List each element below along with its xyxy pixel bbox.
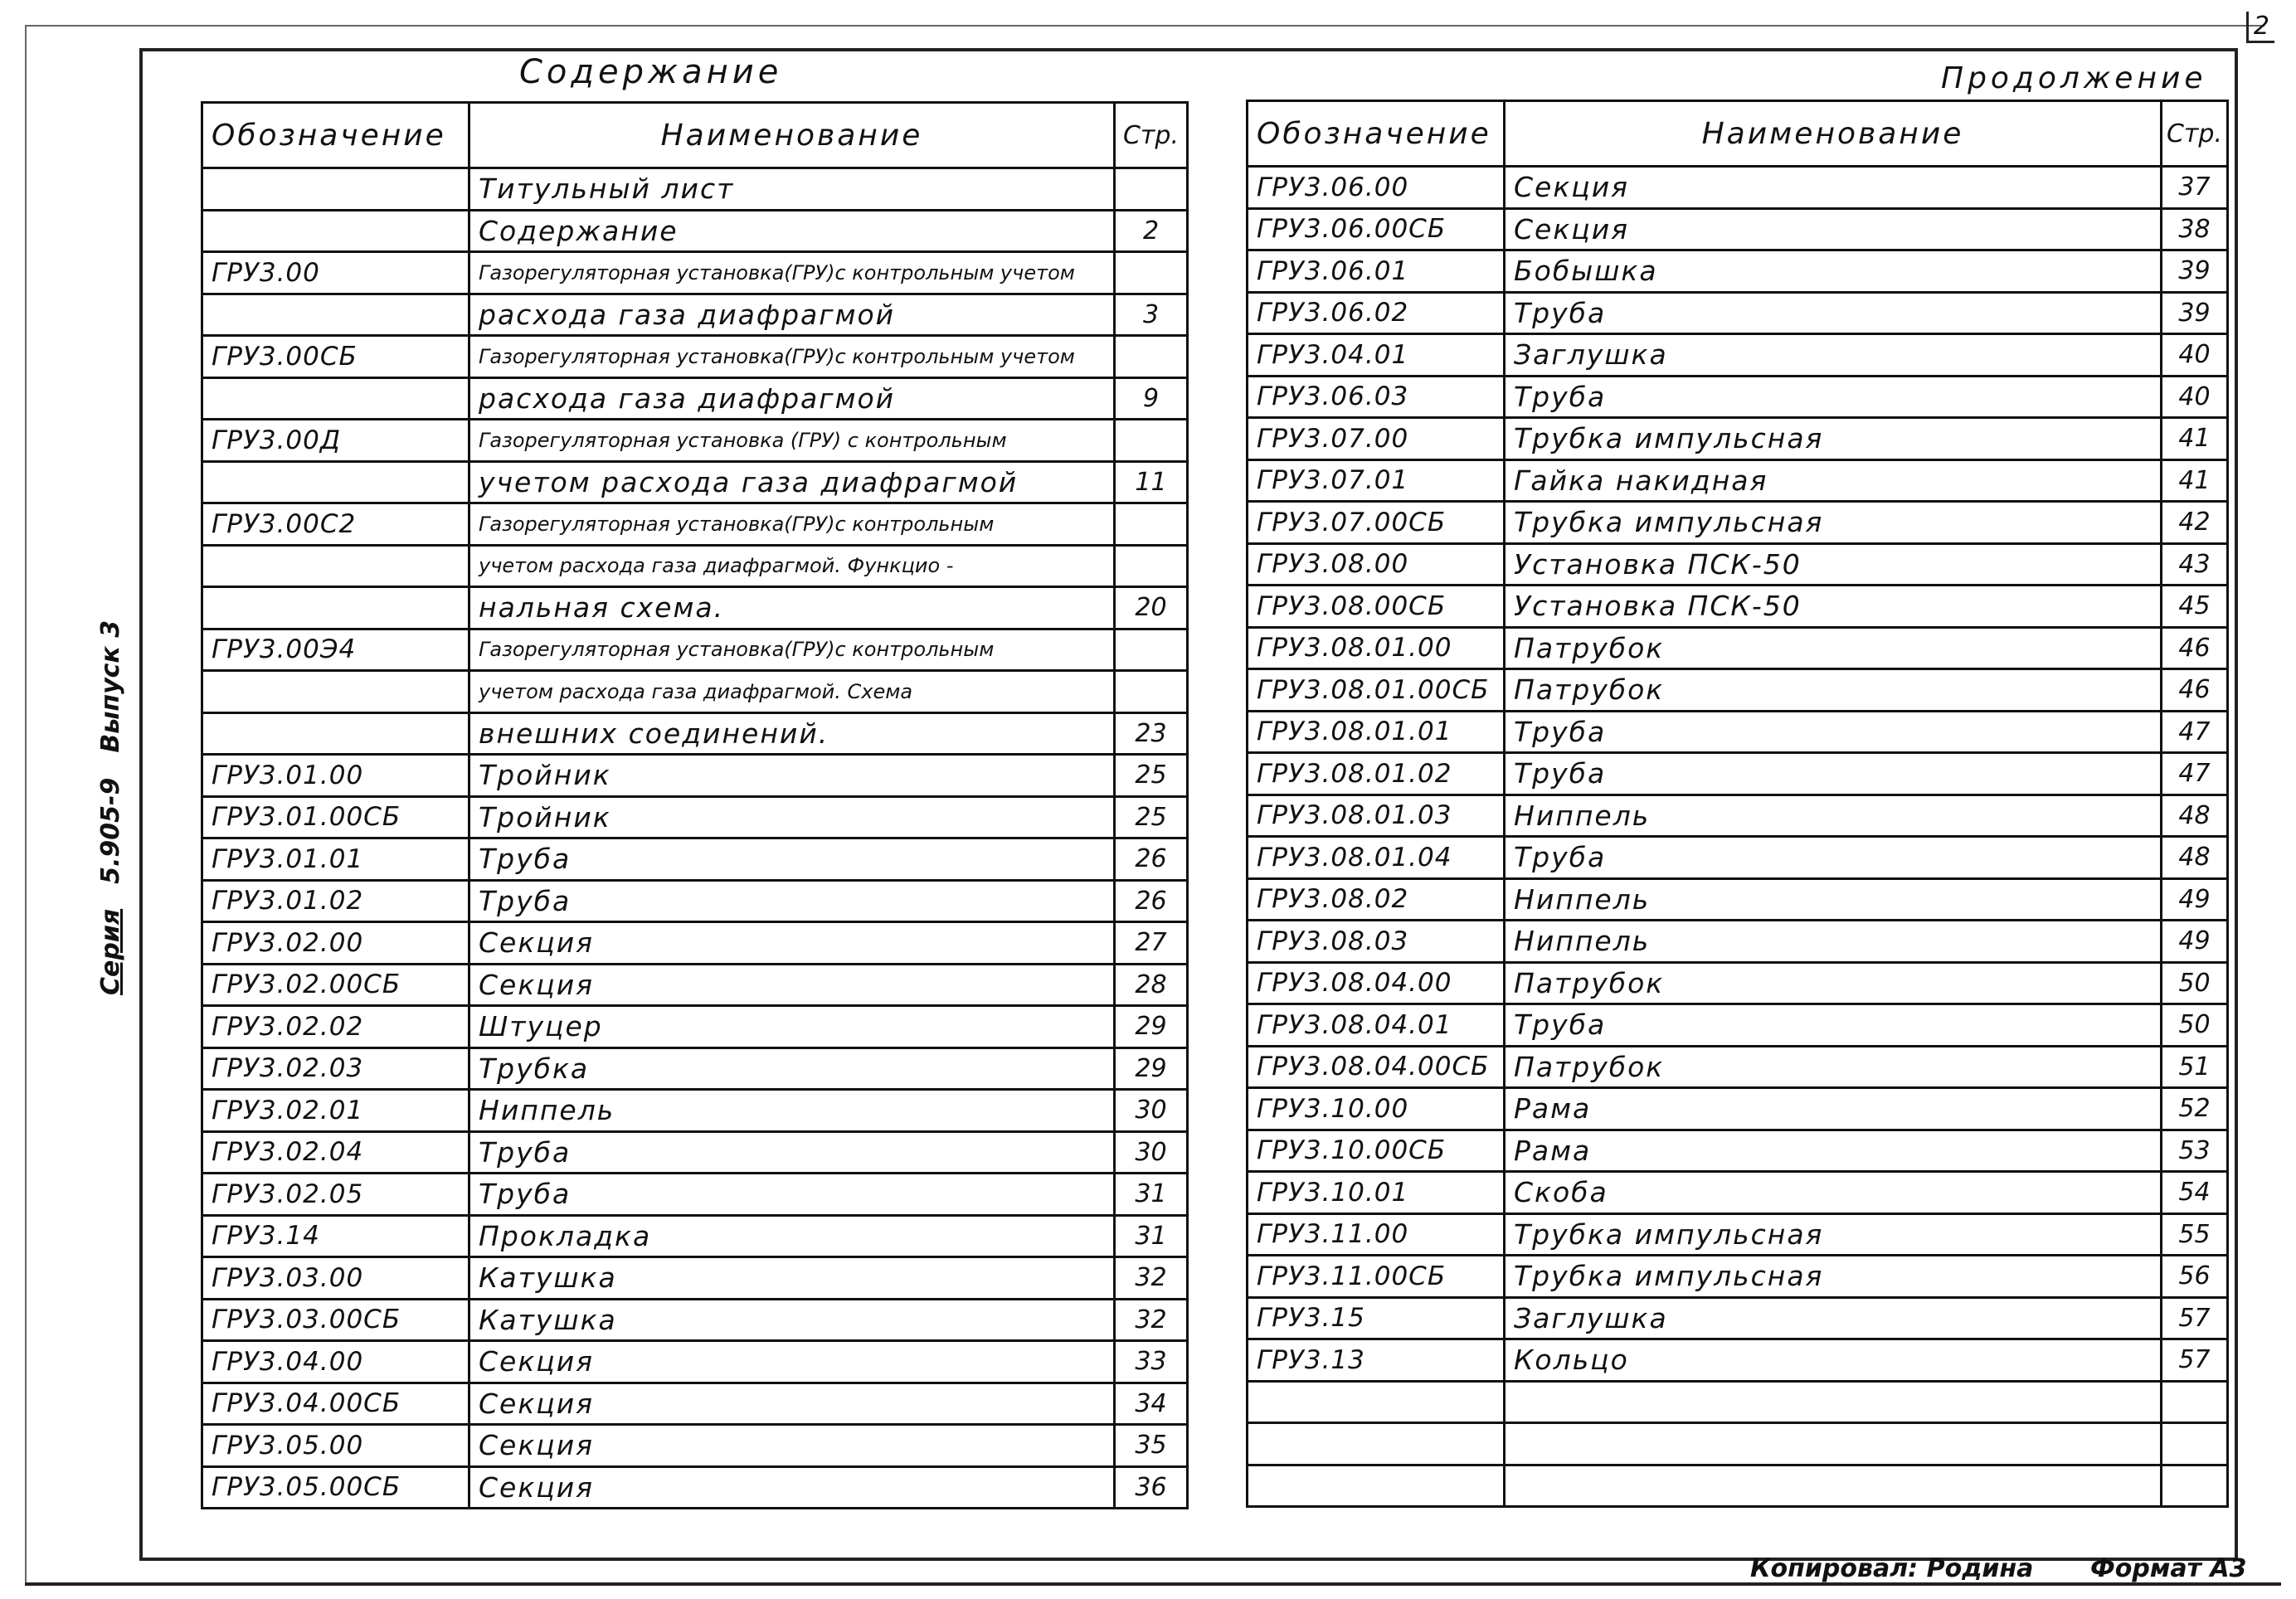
row-page: 39 <box>2162 292 2228 334</box>
row-designation: ГРУ3.02.00 <box>202 922 469 965</box>
row-page: 47 <box>2162 753 2228 795</box>
row-page: 55 <box>2162 1213 2228 1256</box>
row-name: Ниппель <box>1505 795 2162 837</box>
row-designation: ГРУ3.02.02 <box>202 1006 469 1048</box>
row-page <box>1115 629 1188 671</box>
row-name: Секция <box>469 1383 1115 1425</box>
table-row <box>1248 669 2228 712</box>
row-name: Патрубок <box>1505 669 2162 712</box>
table-row <box>1248 1088 2228 1130</box>
row-name: Патрубок <box>1505 627 2162 669</box>
row-page: 26 <box>1115 880 1188 922</box>
row-name: Газорегуляторная установка(ГРУ)с контрольным учетом <box>469 336 1115 378</box>
row-page: 42 <box>2162 502 2228 544</box>
row-page: 46 <box>2162 669 2228 712</box>
row-page: 51 <box>2162 1046 2228 1088</box>
table-row <box>1248 795 2228 837</box>
table-row <box>202 1215 1188 1257</box>
row-name: Тройник <box>469 755 1115 797</box>
row-page: 43 <box>2162 543 2228 586</box>
table-row <box>202 1425 1188 1467</box>
row-name: учетом расхода газа диафрагмой <box>469 461 1115 503</box>
row-name: Рама <box>1505 1130 2162 1172</box>
table-row <box>1248 376 2228 418</box>
row-page: 56 <box>2162 1256 2228 1298</box>
row-name: Трубка импульсная <box>1505 1256 2162 1298</box>
contents-table-right <box>1246 100 2229 1508</box>
row-designation: ГРУ3.10.00 <box>1248 1088 1505 1130</box>
table-row <box>1248 1297 2228 1339</box>
row-designation: ГРУ3.00СБ <box>202 336 469 378</box>
row-page: 2 <box>1115 210 1188 252</box>
row-designation: ГРУ3.01.01 <box>202 838 469 881</box>
row-designation: ГРУ3.08.01.03 <box>1248 795 1505 837</box>
outer-trim-line-top <box>25 25 2264 27</box>
header-name: Наименование <box>469 103 1115 168</box>
row-name: Труба <box>469 1131 1115 1174</box>
row-designation: ГРУ3.00Д <box>202 420 469 462</box>
table-row <box>1248 962 2228 1004</box>
row-name: Заглушка <box>1505 334 2162 377</box>
row-designation <box>202 545 469 587</box>
row-designation <box>202 587 469 629</box>
table-row <box>202 1466 1188 1509</box>
row-page: 35 <box>1115 1425 1188 1467</box>
table-row <box>202 880 1188 922</box>
table-row <box>202 838 1188 881</box>
table-row <box>1248 543 2228 586</box>
row-name: Труба <box>1505 1004 2162 1047</box>
row-designation: ГРУ3.02.05 <box>202 1174 469 1216</box>
table-row <box>202 1341 1188 1383</box>
table-row <box>1248 1130 2228 1172</box>
table-row <box>1248 250 2228 293</box>
row-page: 3 <box>1115 294 1188 336</box>
row-designation <box>202 712 469 755</box>
table-row <box>202 587 1188 629</box>
row-page: 30 <box>1115 1090 1188 1132</box>
row-designation: ГРУ3.08.04.01 <box>1248 1004 1505 1047</box>
table-row <box>1248 753 2228 795</box>
row-page: 48 <box>2162 837 2228 879</box>
row-page <box>1115 545 1188 587</box>
table-row <box>202 336 1188 378</box>
table-row <box>1248 459 2228 502</box>
row-name: Газорегуляторная установка(ГРУ)с контрольным учетом <box>469 252 1115 294</box>
table-row <box>1248 627 2228 669</box>
table-row <box>202 671 1188 713</box>
row-page <box>1115 252 1188 294</box>
row-name: Труба <box>1505 753 2162 795</box>
table-row <box>1248 1465 2228 1507</box>
table-row <box>202 377 1188 420</box>
row-designation <box>1248 1465 1505 1507</box>
row-page: 57 <box>2162 1297 2228 1339</box>
row-designation: ГРУ3.04.00СБ <box>202 1383 469 1425</box>
row-designation: ГРУ3.08.02 <box>1248 878 1505 921</box>
row-page: 32 <box>1115 1299 1188 1341</box>
table-row <box>202 545 1188 587</box>
row-designation: ГРУ3.08.01.00СБ <box>1248 669 1505 712</box>
row-page <box>2162 1423 2228 1465</box>
row-page: 25 <box>1115 755 1188 797</box>
table-row <box>1248 1213 2228 1256</box>
table-row <box>1248 711 2228 753</box>
table-row <box>1248 208 2228 250</box>
row-designation: ГРУ3.08.01.00 <box>1248 627 1505 669</box>
row-name: Секция <box>469 1341 1115 1383</box>
row-name: Труба <box>1505 711 2162 753</box>
table-row <box>202 922 1188 965</box>
row-page: 29 <box>1115 1006 1188 1048</box>
table-row <box>1248 418 2228 460</box>
row-page: 40 <box>2162 376 2228 418</box>
row-designation: ГРУ3.02.03 <box>202 1047 469 1090</box>
row-designation: ГРУ3.06.02 <box>1248 292 1505 334</box>
row-designation <box>202 168 469 211</box>
row-name: Секция <box>1505 208 2162 250</box>
row-page: 20 <box>1115 587 1188 629</box>
row-designation <box>202 461 469 503</box>
table-row <box>202 712 1188 755</box>
row-page: 49 <box>2162 878 2228 921</box>
row-designation: ГРУ3.08.01.02 <box>1248 753 1505 795</box>
row-page: 9 <box>1115 377 1188 420</box>
outer-trim-line-left <box>25 25 27 1584</box>
table-row <box>1248 1172 2228 1214</box>
row-page: 40 <box>2162 334 2228 377</box>
table-row <box>202 420 1188 462</box>
row-page: 54 <box>2162 1172 2228 1214</box>
row-designation: ГРУ3.08.03 <box>1248 921 1505 963</box>
table-row <box>202 1299 1188 1341</box>
series-code: 5.905-9 <box>96 777 125 884</box>
series-label: Серия <box>96 908 125 995</box>
row-designation: ГРУ3.06.00 <box>1248 167 1505 209</box>
row-name: Труба <box>1505 376 2162 418</box>
table-header-row <box>202 103 1188 168</box>
row-name: Трубка импульсная <box>1505 418 2162 460</box>
row-designation: ГРУ3.05.00СБ <box>202 1466 469 1509</box>
row-name: Газорегуляторная установка (ГРУ) с контрольным <box>469 420 1115 462</box>
table-row <box>202 629 1188 671</box>
table-row <box>1248 586 2228 628</box>
side-stamp <box>96 620 125 995</box>
row-name: Гайка накидная <box>1505 459 2162 502</box>
continuation-title: Продолжение <box>1941 61 2207 95</box>
row-designation <box>202 671 469 713</box>
row-name: учетом расхода газа диафрагмой. Функцио - <box>469 545 1115 587</box>
row-name: Катушка <box>469 1257 1115 1300</box>
row-name: Трубка импульсная <box>1505 1213 2162 1256</box>
table-header-row <box>1248 101 2228 167</box>
table-row <box>1248 1004 2228 1047</box>
row-name: Тройник <box>469 796 1115 838</box>
row-designation: ГРУ3.07.00СБ <box>1248 502 1505 544</box>
table-row <box>202 1090 1188 1132</box>
row-page: 26 <box>1115 838 1188 881</box>
row-name: Ниппель <box>469 1090 1115 1132</box>
row-name: Труба <box>1505 837 2162 879</box>
row-page: 39 <box>2162 250 2228 293</box>
row-designation: ГРУ3.01.00СБ <box>202 796 469 838</box>
row-page: 31 <box>1115 1215 1188 1257</box>
row-name: Секция <box>469 1466 1115 1509</box>
table-row <box>1248 1339 2228 1382</box>
row-name: Ниппель <box>1505 878 2162 921</box>
table-row <box>1248 878 2228 921</box>
row-designation: ГРУ3.06.00СБ <box>1248 208 1505 250</box>
row-page <box>1115 503 1188 546</box>
table-row <box>202 1006 1188 1048</box>
row-name: Труба <box>469 880 1115 922</box>
row-page: 45 <box>2162 586 2228 628</box>
row-name: Секция <box>469 1425 1115 1467</box>
row-designation: ГРУ3.08.01.04 <box>1248 837 1505 879</box>
header-page: Стр. <box>2162 101 2228 167</box>
row-designation <box>1248 1381 1505 1423</box>
row-designation: ГРУ3.02.04 <box>202 1131 469 1174</box>
row-name: Труба <box>1505 292 2162 334</box>
row-page: 23 <box>1115 712 1188 755</box>
row-page <box>1115 671 1188 713</box>
table-row <box>202 755 1188 797</box>
row-designation: ГРУ3.11.00СБ <box>1248 1256 1505 1298</box>
row-name: Установка ПСК-50 <box>1505 543 2162 586</box>
row-designation: ГРУ3.08.04.00СБ <box>1248 1046 1505 1088</box>
row-designation: ГРУ3.04.01 <box>1248 334 1505 377</box>
table-row <box>1248 921 2228 963</box>
row-page <box>2162 1465 2228 1507</box>
copied-by-label: Копировал: Родина <box>1750 1554 2034 1583</box>
table-row <box>1248 837 2228 879</box>
row-page: 47 <box>2162 711 2228 753</box>
row-name: Труба <box>469 838 1115 881</box>
row-page: 32 <box>1115 1257 1188 1300</box>
table-row <box>202 294 1188 336</box>
row-name: Труба <box>469 1174 1115 1216</box>
row-page: 28 <box>1115 964 1188 1006</box>
row-designation <box>202 377 469 420</box>
row-designation: ГРУ3.01.00 <box>202 755 469 797</box>
row-page: 38 <box>2162 208 2228 250</box>
table-row <box>202 168 1188 211</box>
row-name: Титульный лист <box>469 168 1115 211</box>
row-name: Заглушка <box>1505 1297 2162 1339</box>
row-designation: ГРУ3.11.00 <box>1248 1213 1505 1256</box>
row-designation: ГРУ3.08.00 <box>1248 543 1505 586</box>
row-name: Штуцер <box>469 1006 1115 1048</box>
row-designation: ГРУ3.03.00СБ <box>202 1299 469 1341</box>
row-designation: ГРУ3.08.00СБ <box>1248 586 1505 628</box>
row-designation: ГРУ3.00 <box>202 252 469 294</box>
row-designation: ГРУ3.06.01 <box>1248 250 1505 293</box>
row-name: Секция <box>469 964 1115 1006</box>
header-designation: Обозначение <box>1248 101 1505 167</box>
row-name: нальная схема. <box>469 587 1115 629</box>
row-page: 41 <box>2162 459 2228 502</box>
row-designation: ГРУ3.08.04.00 <box>1248 962 1505 1004</box>
row-page <box>1115 336 1188 378</box>
table-row <box>1248 334 2228 377</box>
issue-label: Выпуск 3 <box>96 620 125 753</box>
table-row <box>202 1174 1188 1216</box>
table-row <box>202 964 1188 1006</box>
row-name: Трубка импульсная <box>1505 502 2162 544</box>
row-page: 52 <box>2162 1088 2228 1130</box>
table-row <box>1248 1256 2228 1298</box>
row-page <box>1115 420 1188 462</box>
row-name: Установка ПСК-50 <box>1505 586 2162 628</box>
row-designation: ГРУ3.00Э4 <box>202 629 469 671</box>
table-row <box>202 503 1188 546</box>
table-row <box>202 1131 1188 1174</box>
row-designation: ГРУ3.15 <box>1248 1297 1505 1339</box>
row-name: Кольцо <box>1505 1339 2162 1382</box>
header-name: Наименование <box>1505 101 2162 167</box>
row-designation: ГРУ3.14 <box>202 1215 469 1257</box>
row-designation: ГРУ3.07.00 <box>1248 418 1505 460</box>
row-designation: ГРУ3.03.00 <box>202 1257 469 1300</box>
table-row <box>1248 292 2228 334</box>
row-page: 29 <box>1115 1047 1188 1090</box>
row-page: 33 <box>1115 1341 1188 1383</box>
table-row <box>202 1383 1188 1425</box>
table-row <box>202 210 1188 252</box>
row-page: 50 <box>2162 962 2228 1004</box>
row-page: 41 <box>2162 418 2228 460</box>
row-name: Ниппель <box>1505 921 2162 963</box>
row-designation <box>1248 1423 1505 1465</box>
table-row <box>1248 502 2228 544</box>
row-name: Газорегуляторная установка(ГРУ)с контрольным <box>469 503 1115 546</box>
table-row <box>1248 167 2228 209</box>
table-row <box>1248 1046 2228 1088</box>
row-name <box>1505 1423 2162 1465</box>
row-page: 30 <box>1115 1131 1188 1174</box>
row-page: 57 <box>2162 1339 2228 1382</box>
contents-table-left <box>201 101 1189 1509</box>
row-designation: ГРУ3.07.01 <box>1248 459 1505 502</box>
table-row <box>202 461 1188 503</box>
row-name: Рама <box>1505 1088 2162 1130</box>
row-page: 34 <box>1115 1383 1188 1425</box>
row-page: 37 <box>2162 167 2228 209</box>
row-designation: ГРУ3.06.03 <box>1248 376 1505 418</box>
row-designation: ГРУ3.02.00СБ <box>202 964 469 1006</box>
row-name: Бобышка <box>1505 250 2162 293</box>
format-label: Формат А3 <box>2090 1554 2247 1583</box>
row-page: 25 <box>1115 796 1188 838</box>
header-designation: Обозначение <box>202 103 469 168</box>
row-name: Патрубок <box>1505 1046 2162 1088</box>
row-page: 36 <box>1115 1466 1188 1509</box>
row-page <box>1115 168 1188 211</box>
row-designation <box>202 294 469 336</box>
row-page: 48 <box>2162 795 2228 837</box>
row-name: Скоба <box>1505 1172 2162 1214</box>
row-name <box>1505 1381 2162 1423</box>
row-name: Секция <box>469 922 1115 965</box>
row-page: 53 <box>2162 1130 2228 1172</box>
row-page: 31 <box>1115 1174 1188 1216</box>
row-name: Катушка <box>469 1299 1115 1341</box>
row-page <box>2162 1381 2228 1423</box>
table-row <box>202 1257 1188 1300</box>
row-designation: ГРУ3.10.00СБ <box>1248 1130 1505 1172</box>
row-name: учетом расхода газа диафрагмой. Схема <box>469 671 1115 713</box>
row-name: Содержание <box>469 210 1115 252</box>
contents-title: Содержание <box>519 53 783 91</box>
table-row <box>202 796 1188 838</box>
row-designation: ГРУ3.00С2 <box>202 503 469 546</box>
row-name: Прокладка <box>469 1215 1115 1257</box>
row-designation: ГРУ3.13 <box>1248 1339 1505 1382</box>
table-row <box>202 1047 1188 1090</box>
row-page: 11 <box>1115 461 1188 503</box>
row-name <box>1505 1465 2162 1507</box>
sheet-number: 2 <box>2246 12 2274 43</box>
row-name: Патрубок <box>1505 962 2162 1004</box>
row-name: Трубка <box>469 1047 1115 1090</box>
row-name: Секция <box>1505 167 2162 209</box>
row-name: расхода газа диафрагмой <box>469 294 1115 336</box>
row-name: Газорегуляторная установка(ГРУ)с контрольным <box>469 629 1115 671</box>
row-page: 49 <box>2162 921 2228 963</box>
row-designation: ГРУ3.02.01 <box>202 1090 469 1132</box>
header-page: Стр. <box>1115 103 1188 168</box>
row-designation <box>202 210 469 252</box>
row-designation: ГРУ3.10.01 <box>1248 1172 1505 1214</box>
row-designation: ГРУ3.05.00 <box>202 1425 469 1467</box>
table-row <box>1248 1423 2228 1465</box>
row-page: 50 <box>2162 1004 2228 1047</box>
row-designation: ГРУ3.08.01.01 <box>1248 711 1505 753</box>
row-designation: ГРУ3.01.02 <box>202 880 469 922</box>
row-name: внешних соединений. <box>469 712 1115 755</box>
row-designation: ГРУ3.04.00 <box>202 1341 469 1383</box>
table-row <box>1248 1381 2228 1423</box>
row-page: 46 <box>2162 627 2228 669</box>
row-name: расхода газа диафрагмой <box>469 377 1115 420</box>
table-row <box>202 252 1188 294</box>
row-page: 27 <box>1115 922 1188 965</box>
